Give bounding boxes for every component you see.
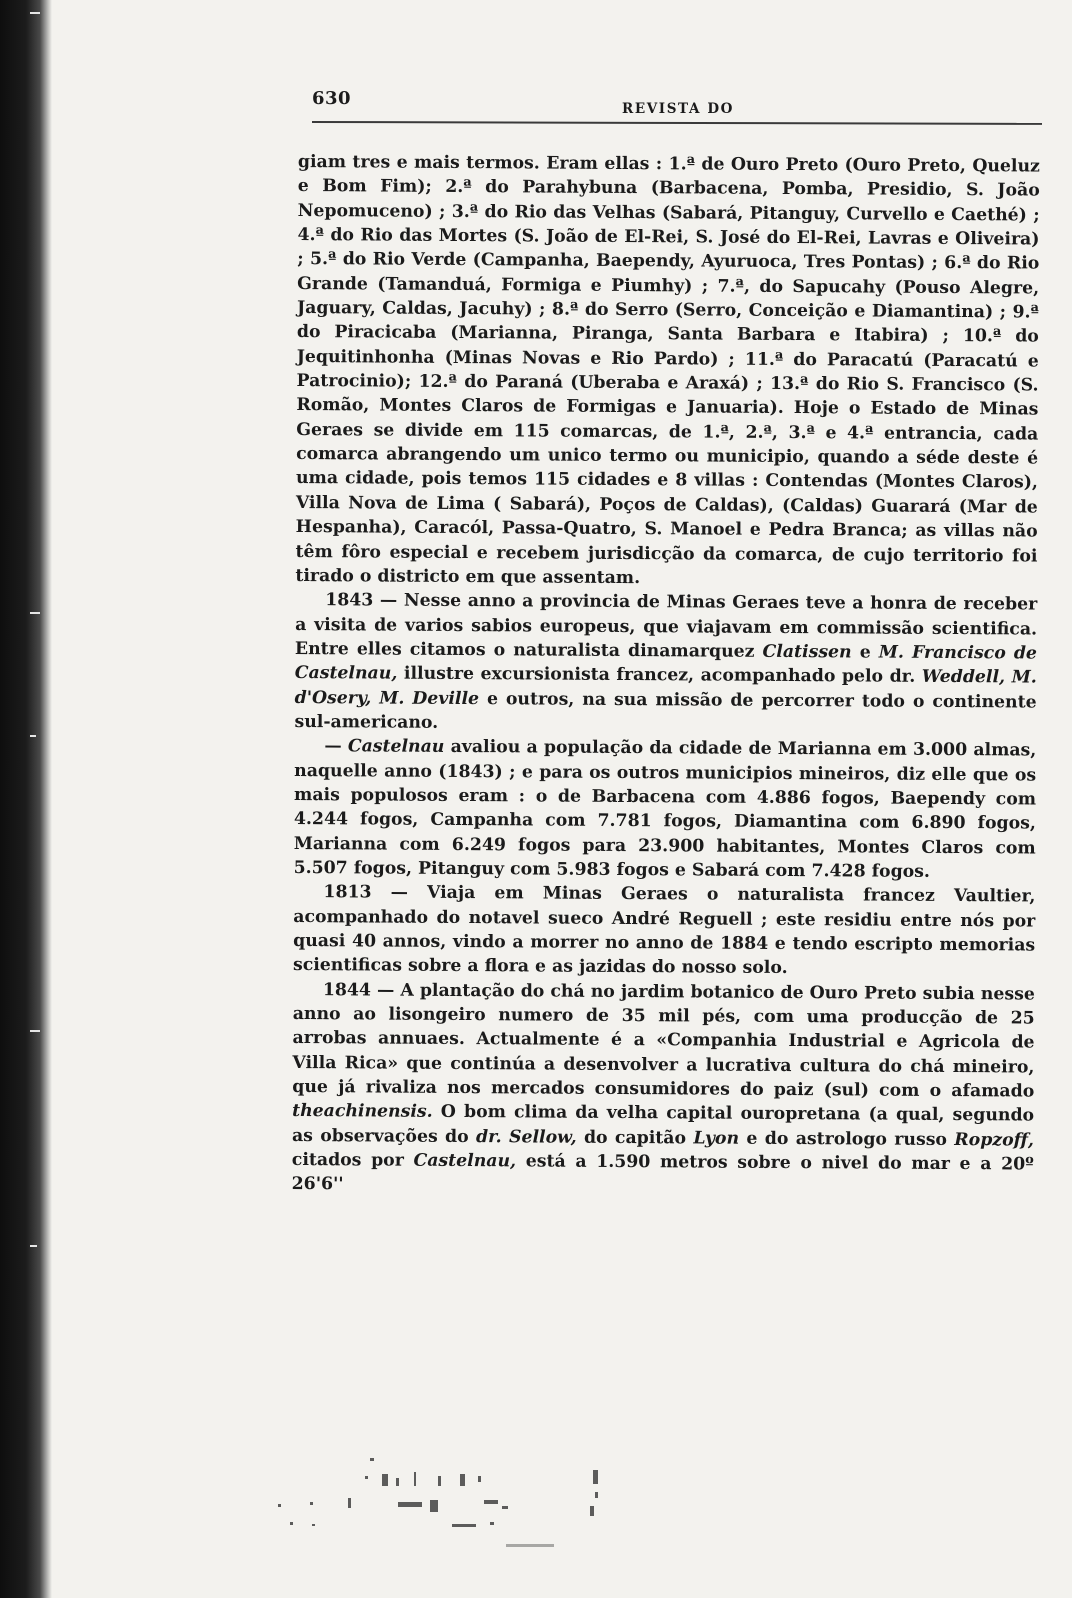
paragraph-comarcas	[295, 150, 1040, 593]
paragraph-text: do capitão	[576, 1127, 694, 1149]
person-name: M. Francisco de Castelnau,	[294, 642, 1037, 684]
paragraph-text: O bom clima da velha capital ouropretana (a qual, segundo as observações do	[291, 1102, 1035, 1147]
person-name: dr. Sellow,	[475, 1126, 577, 1148]
edge-mark	[30, 735, 36, 737]
paragraph-text: e	[851, 642, 879, 663]
binding-edge	[0, 0, 52, 1598]
paragraph-text: —	[324, 736, 348, 757]
paragraph-1844-tea	[292, 978, 1035, 1202]
person-name: Clatissen	[762, 641, 852, 663]
person-name: Castelnau	[347, 736, 445, 758]
person-name: Ropzoff,	[954, 1129, 1035, 1151]
paragraph-text: 1813 — Viaja em Minas Geraes o naturalista francez Vaultier, acompanhado do notavel sueco André Reguell ; este residiu entre nós por quasi 40 annos, vindo a morrer no anno de 1884 e tendo escripto memorias scientificas sobre a flora e as jazidas do nosso solo.	[292, 882, 1036, 979]
paragraph-1843-scientists	[294, 588, 1037, 739]
paragraph-text: e do astrologo russo	[739, 1128, 955, 1150]
header-rule	[312, 121, 1042, 125]
paragraph-text: illustre excursionista francez, acompanhado pelo dr.	[397, 663, 922, 688]
page-number: 630	[312, 88, 352, 109]
paragraph-text: 1843 — Nesse anno a provincia de Minas Geraes teve a honra de receber a visita de varios sabios europeus, que viajavam em commissão scientifica. Entre elles citamos o naturalista dinamarquez	[294, 590, 1038, 662]
paragraph-text: avaliou a população da cidade de Marianna em 3.000 almas, naquelle anno (1843) ; e para os outros municipios mineiros, diz elle que os mais populosos eram : o de Barbacena com 4.886 fogos, Baependy com 4.244 fogos, Campanha com 7.781 fogos, Diamantina com 6.890 fogos, Marianna com 6.249 fogos para 23.900 habitantes, Montes Claros com 5.507 fogos, Pitanguy com 5.983 fogos e Sabará com 7.428 fogos.	[293, 737, 1037, 882]
species-name: theachinensis.	[292, 1101, 433, 1123]
paragraph-1813-vaultier	[293, 880, 1036, 982]
paragraph-text: 1844 — A plantação do chá no jardim botanico de Ouro Preto subia nesse anno ao lisongeiro numero de 35 mil pés, com uma producção de 25 arrobas annuaes. Actualmente é a «Companhia Industrial e Agricola de Villa Rica» que continúa a desenvolver a lucrativa cultura do chá mineiro, que já rivaliza nos mercados consumidores do paiz (sul) com o afamado	[292, 979, 1035, 1102]
edge-mark	[30, 1030, 40, 1032]
edge-mark	[30, 12, 40, 14]
person-name: Castelnau,	[413, 1150, 517, 1172]
paragraph-text: está a 1.590 metros sobre o nivel do mar e a 20º 26'6''	[291, 1151, 1034, 1195]
paragraph-text: e outros, na sua missão de percorrer todo o continente sul-americano.	[294, 688, 1037, 733]
edge-mark	[30, 612, 40, 614]
paragraph-castelnau-population	[294, 734, 1037, 885]
person-name: Weddell, M. d'Osery, M. Deville	[294, 667, 1037, 709]
paragraph-text: giam tres e mais termos. Eram ellas : 1.ª de Ouro Preto (Ouro Preto, Queluz e Bom Fim); 2.ª do Parahybuna (Barbacena, Pomba, Presidio, S. João Nepomuceno) ; 3.ª do Rio das Velhas (Sabará, Pitanguy, Curvello e Caethé) ; 4.ª do Rio das Mortes (S. João de El-Rei, S. José do El-Rei, Lavras e Oliveira) ; 5.ª do Rio Verde (Campanha, Baependy, Ayuruoca, Tres Pontas) ; 6.ª do Rio Grande (Tamanduá, Formiga e Piumhy) ; 7.ª, do Sapucahy (Pouso Alegre, Jaguary, Caldas, Jacuhy) ; 8.ª do Serro (Serro, Conceição e Diamantina) ; 9.ª do Piracicaba (Marianna, Piranga, Santa Barbara e Itabira) ; 10.ª do Jequitinhonha (Minas Novas e Rio Pardo) ; 11.ª do Paracatú (Paracatú e Patrocinio); 12.ª do Paraná (Uberaba e Araxá) ; 13.ª do Rio S. Francisco (S. Romão, Montes Claros de Formigas e Januaria). Hoje o Estado de Minas Geraes se divide em 115 comarcas, de 1.ª, 2.ª, 3.ª e 4.ª entrancia, cada comarca abrangendo um unico termo ou municipio, quando a séde deste é uma cidade, pois temos 115 cidades e 8 villas : Contendas (Montes Claros), Villa Nova de Lima ( Sabará), Poços de Caldas), (Caldas) Guarará (Mar de Hespanha), Caracól, Passa-Quatro, S. Manoel e Pedra Branca; as villas não têm fôro especial e recebem jurisdicção da comarca, de cujo territorio foi tirado o districto em que assentam.	[295, 151, 1040, 588]
paragraph-text: citados por	[291, 1150, 414, 1171]
edge-mark	[30, 1245, 37, 1247]
bleed-through-smudge	[270, 1452, 630, 1562]
body-text	[292, 150, 1040, 1201]
running-title: REVISTA DO	[622, 101, 734, 117]
person-name: Lyon	[693, 1128, 740, 1149]
